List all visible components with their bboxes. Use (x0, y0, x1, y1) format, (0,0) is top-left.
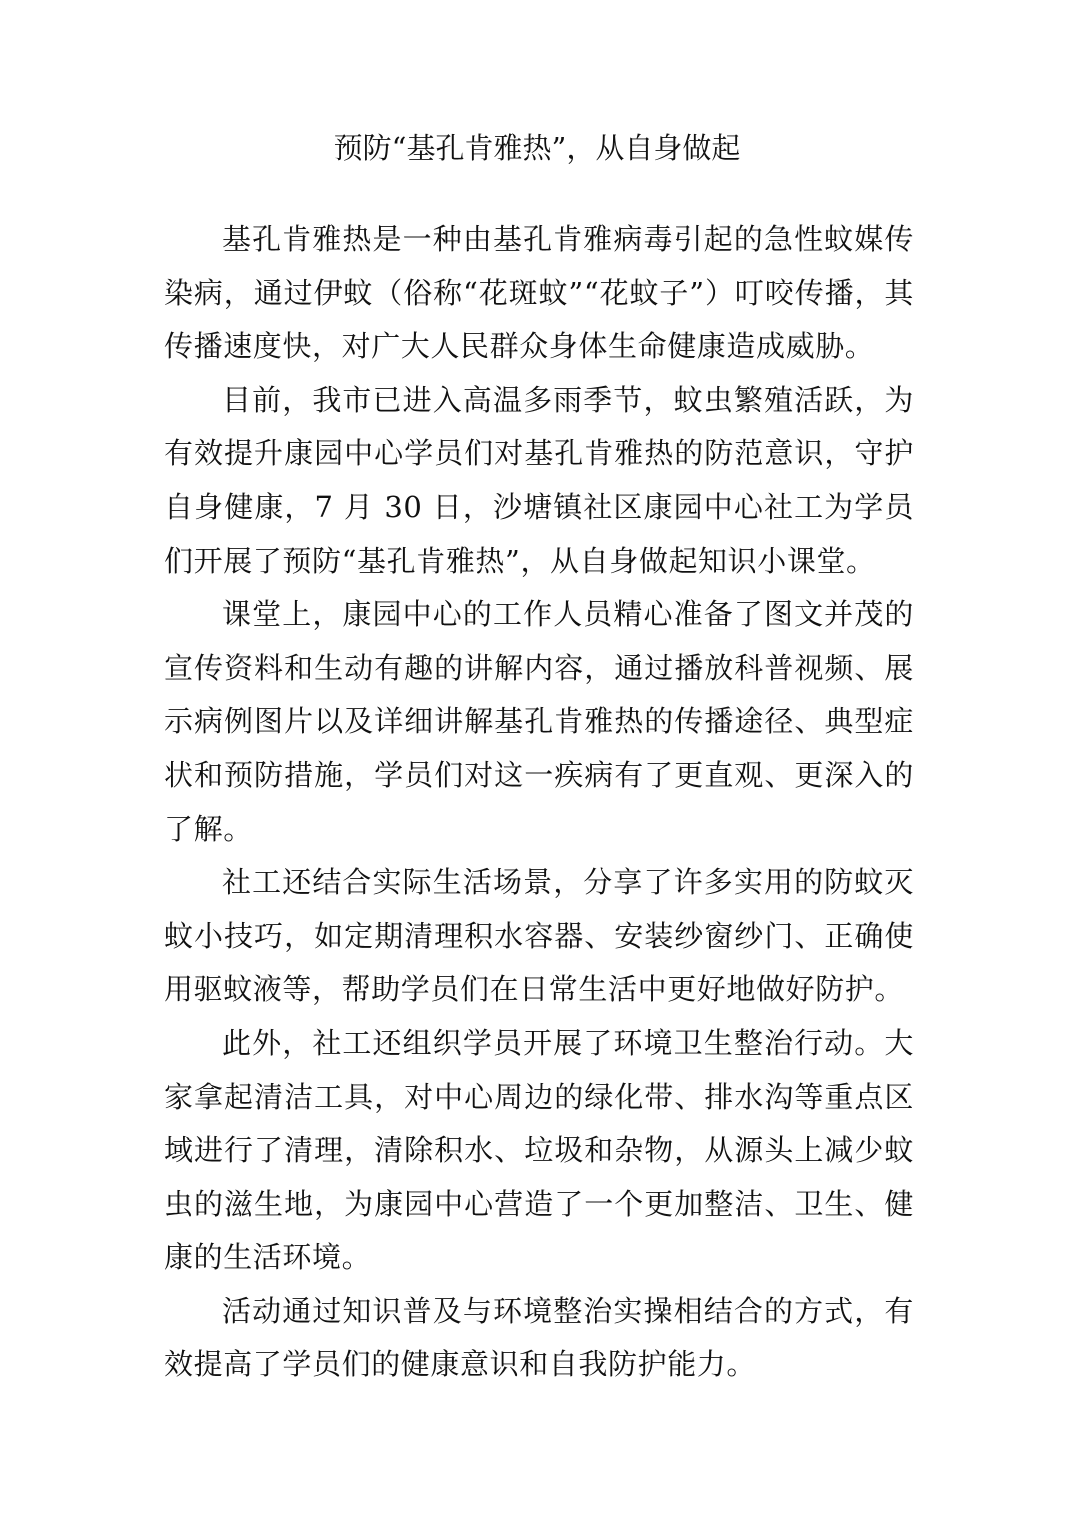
document-title: 预防“基孔肯雅热”，从自身做起 (333, 131, 741, 165)
document-body (164, 213, 914, 1392)
paragraph-conclusion: 活动通过知识普及与环境整治实操相结合的方式，有效提高了学员们的健康意识和自我防护能力。 (164, 1293, 914, 1382)
paragraph-event: 目前，我市已进入高温多雨季节，蚊虫繁殖活跃，为有效提升康园中心学员们对基孔肯雅热的防范意识，守护自身健康，7 月 30 日，沙塘镇社区康园中心社工为学员们开展了预防“基孔肯雅热”，从自身做起知识小课堂。 (164, 382, 914, 578)
paragraph-cleanup: 此外，社工还组织学员开展了环境卫生整治行动。大家拿起清洁工具，对中心周边的绿化带、排水沟等重点区域进行了清理，清除积水、垃圾和杂物，从源头上减少蚊虫的滋生地，为康园中心营造了一个更加整洁、卫生、健康的生活环境。 (164, 1025, 914, 1275)
paragraph-tips: 社工还结合实际生活场景，分享了许多实用的防蚊灭蚊小技巧，如定期清理积水容器、安装纱窗纱门、正确使用驱蚊液等，帮助学员们在日常生活中更好地做好防护。 (164, 865, 914, 1007)
paragraph-intro: 基孔肯雅热是一种由基孔肯雅病毒引起的急性蚊媒传染病，通过伊蚊（俗称“花斑蚊”“花蚊子”）叮咬传播，其传播速度快，对广大人民群众身体生命健康造成威胁。 (164, 222, 914, 364)
paragraph-classroom: 课堂上，康园中心的工作人员精心准备了图文并茂的宣传资料和生动有趣的讲解内容，通过播放科普视频、展示病例图片以及详细讲解基孔肯雅热的传播途径、典型症状和预防措施，学员们对这一疾病有了更直观、更深入的了解。 (164, 597, 914, 846)
